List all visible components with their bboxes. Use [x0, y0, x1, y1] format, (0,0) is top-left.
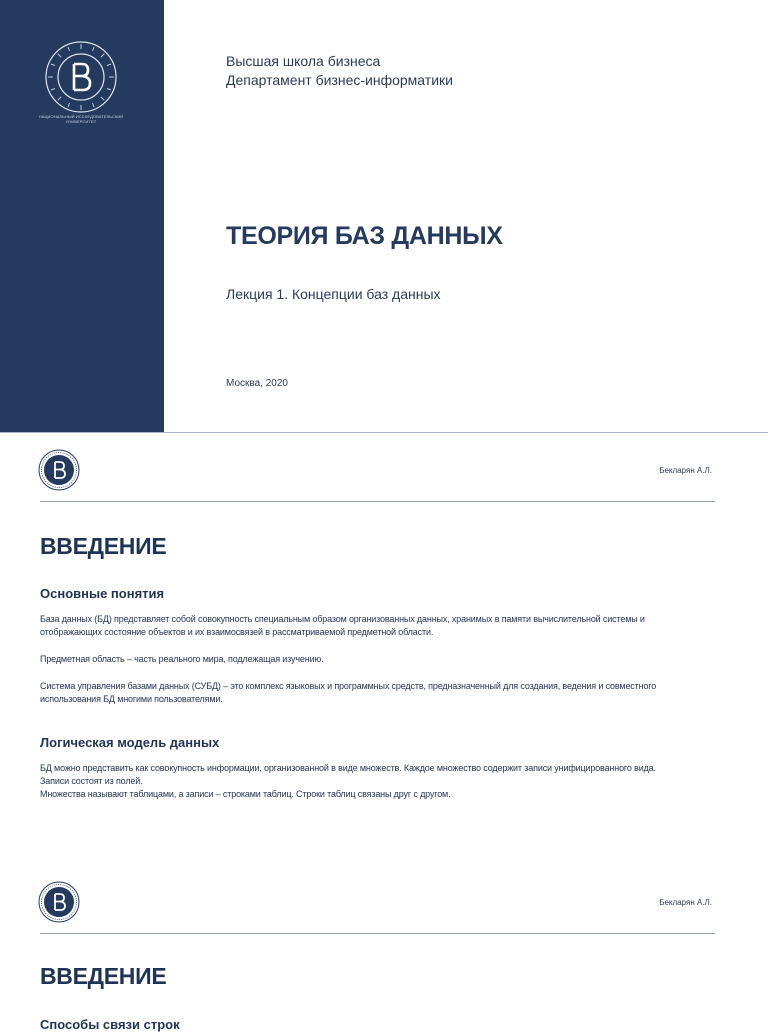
- section-title-basic-concepts: Основные понятия: [40, 586, 165, 601]
- text-line: отображающих состояние объектов и их взаимосвязей в рассматриваемой предметной области.: [40, 627, 434, 637]
- text-line: Множества называют таблицами, а записи – строками таблиц. Строки таблиц связаны друг с другом.: [40, 789, 451, 799]
- hse-logo-icon: [38, 881, 80, 923]
- content-slide-introduction-2: [0, 866, 768, 1032]
- org-line-1: Высшая школа бизнеса: [226, 53, 381, 69]
- title-slide-sidebar: [0, 0, 164, 432]
- lecture-subtitle: Лекция 1. Концепции баз данных: [226, 286, 441, 302]
- paragraph-dbms-definition: [40, 680, 720, 706]
- logo-caption: НАЦИОНАЛЬНЫЙ ИССЛЕДОВАТЕЛЬСКИЙ УНИВЕРСИТЕТ: [38, 114, 124, 124]
- paragraph-database-definition: [40, 613, 720, 639]
- hse-logo-icon: [44, 40, 118, 114]
- org-line-2: Департамент бизнес-информатики: [226, 72, 453, 88]
- author-name: Бекларян А.Л.: [659, 898, 712, 907]
- text-line: БД можно представить как совокупность информации, организованной в виде множеств. Каждое множество содержит записи унифицированного вида.: [40, 763, 656, 773]
- slide-heading: ВВЕДЕНИЕ: [40, 963, 167, 989]
- header-divider: [40, 501, 715, 502]
- text-line: Система управления базами данных (СУБД) – это комплекс языковых и программных средств, предназначенный для создания, ведения и совместного: [40, 681, 657, 691]
- paragraph-logical-model: [40, 762, 720, 801]
- section-title-row-links: Способы связи строк: [40, 1017, 180, 1032]
- text-line: использования БД многими пользователями.: [40, 694, 223, 704]
- content-slide-introduction: [0, 433, 768, 865]
- section-title-logical-model: Логическая модель данных: [40, 735, 220, 750]
- text-line: Записи состоят из полей.: [40, 776, 143, 786]
- title-slide: [0, 0, 768, 432]
- author-name: Бекларян А.Л.: [659, 466, 712, 475]
- text-line: База данных (БД) представляет собой совокупность специальным образом организованных данных, хранимых в памяти вычислительной системы и: [40, 614, 645, 624]
- hse-logo-icon: [38, 449, 80, 491]
- header-divider: [40, 933, 715, 934]
- presentation-title: ТЕОРИЯ БАЗ ДАННЫХ: [226, 222, 503, 250]
- city-year: Москва, 2020: [226, 378, 288, 389]
- paragraph-subject-area: Предметная область – часть реального мира, подлежащая изучению.: [40, 654, 324, 664]
- slide-heading: ВВЕДЕНИЕ: [40, 533, 167, 559]
